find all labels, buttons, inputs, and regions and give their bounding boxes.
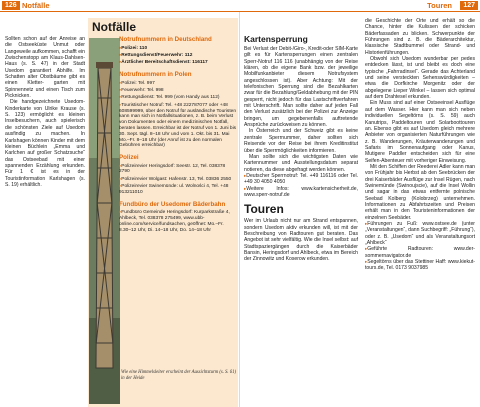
paragraph: Ein Muss sind auf einer Ostseeinsel Ausflüge auf dem Wasser. Hier kann man sich neben individuellen Segeltörns (s. S. 59) auch Kanutrips, Paddeltouren und Solarboottouren an. Ebenso gibt es auf Usedom gleich mehrere Anbieter von organisierten Naturführungen wie z. B. Wanderungen, Kräuterwanderungen und Safaris im Sonnenaufgang oder Kanus, Mutigere Paddler entscheiden sich für eine Seifen-Abenteuer mit vorheriger Einweisung. xyxy=(365,100,475,164)
paragraph: Die handgezeichnete Usedom-Kinderkarte von Ulrike Krause (s. S. 123) ermöglicht es kleinen Inselbesuchern, auch spielerisch die schönsten Ziele auf Usedom ausfindig zu machen. In Karlshagen können Kinder mit dem kleinen Büchlein „Emma und Karlchen auf großer Schatzsuche“ das Ostseebad mit einer spannenden Erzählung erkunden. Für 1 € ist es in der Touristinformation Karlshagen (s. S. 19) erhältlich. xyxy=(5,99,85,188)
list-item: ▸ Segeltörns über das Stettiner Haff: www.kiekut-tours.de, Tel. 0173 9037985 xyxy=(365,259,475,272)
right-text-column-2 xyxy=(365,18,475,272)
right-text-column-1 xyxy=(244,34,358,263)
paragraph: Wer im Urlaub nicht nur am Strand entspannen, sondern Usedom aktiv erkunden will, ist mit der Beschreibung von Radtouren gut beraten. Das Angebot ist sehr vielfältig. Wie die Insel selbst: auf Stadtspaziergängen durch die Kaiserbäder Bansin, Heringsdorf und Ahlbeck, etwa im Bereich der Zinnowitz und Koserow erkunden. xyxy=(244,218,358,263)
left-text-column xyxy=(5,36,85,188)
left-running-title: Notfälle xyxy=(22,1,50,10)
section-heading: Notrufnummern in Polen xyxy=(119,71,192,79)
list-item: ▸ Rettungsdienst/Feuerwehr: 112 xyxy=(119,52,237,59)
infobox-content xyxy=(119,36,237,234)
emergency-infobox xyxy=(88,18,238,407)
list-item: ▸ Fundbüro Gemeinde Heringsdorf: Kurparkstraße 4, Ahlbeck, Tel. 038378 275499, www.ubb-online.com/service/fundsachen, geöffnet: Mo.–Fr. 8.30–12 Uhr, Di. 14–18 Uhr, Do. 14–18 Uhr xyxy=(119,209,237,233)
section-heading: Touren xyxy=(244,202,284,217)
paragraph: die Geschichte der Orte und erhält so die Chance, hinter die Kulissen der schicken Bäderfassaden zu blicken. Schwerpunkte der Führungen sind z. B. die Bäderarchitektur, klassische Stadtbummel oder Strand- und Historienführungen. xyxy=(365,18,475,56)
list-item: ▸ Führungen zu Fuß: www.ostsee.de (unter „Veranstaltungen“, dann Suchbegriff: „Führung“), oder z. B. „Usedom“ und als Veranstaltungsort „Ahlbeck“ xyxy=(365,221,475,246)
list-item: ▸ Polizei: 110 xyxy=(119,45,237,52)
paragraph: Mit den Schiffen der Reederei Adler kann man von Frühjahr bis Herbst ab den Seebrücken der drei Kaiserbäder Ausflüge zur Insel Rügen, nach Swinemünde (Swinoujscie), auf die Insel Wollin und sagar in das etwas entfernte polnische Seebad Kolberg (Kolobrzeg) unternehmen. Informationen zu Abfahrtszeiten und Preisen erhält man in den Touristeninformationen der einzelnen Seebäder. xyxy=(365,163,475,221)
right-running-title: Touren xyxy=(427,1,452,10)
paragraph: Man sollte sich die wichtigsten Daten wie Kartennummer und Ausstellungsdatum separat notieren, da diese abgefragt werden können. xyxy=(244,153,358,173)
list-item: ▸ Ärztlicher Bereitschaftsdienst: 116117 xyxy=(119,59,237,66)
list-item: ▸ Deutscher Sperrnotruf: Tel. +49 116116 oder Tel. +49 30 4050 4050 xyxy=(244,173,358,186)
list-item: ▸ Polizeirevier Wolgast: Hafenstr. 13, Tel. 03836 2550 xyxy=(119,176,237,183)
header-divider xyxy=(0,11,480,12)
list-item: ▸ Touristischer Notruf: Tel. +48 222787077 oder +48 608599999, über den Notruf für ausländische Touristen kann man sich in Notfallsituationen, z. B. beim Verlust von Dokumenten oder einem medizinischen Notfall, beraten lassen. Erreichbar ist der Notruf von 1. Juni bis 30. Sept. tägl. 8–18 Uhr und vom 1. Okt. bis 31. Mai Mo.–Fr. 8–18 Uhr (der Anruf ist zu den normalen Gebühren erreichbar) xyxy=(119,102,237,149)
page-gutter xyxy=(239,12,240,407)
section-heading: Polizei xyxy=(119,154,139,162)
list-item: ▸ Polizeirevier Heringsdorf: Seestr. 12, Tel. 038378 2790 xyxy=(119,163,237,176)
photo-tower-icon xyxy=(89,38,120,404)
left-page-number: 126 xyxy=(2,1,20,10)
list-item: ▸ Polizeirevier Swinemünde: ul. Wolności 4, Tel. +48 913211010 xyxy=(119,183,237,196)
paragraph: Bei Verlust der Debit-/Giro-, Kredit-oder SIM-Karte gilt es für Kartensperrungen einen zentralen Sperr-Notruf 116 116 (unabhängig von der Reise klären, ob die eigene Bank bzw. der jeweilige Mobilfunkanbieter diesem Notrufsystem angeschlossen ist). Aber Achtung: Mit der telefonischen Sperrung sind die Bezahlkarten zwar für die Bezahlung/Geldabhebung mit der PIN gesperrt, nicht jedoch für das Lastschriftverfahren mit Unterschrift. Man sollte daher auf jeden Fall den Verlust zusätzlich bei der Polizei zur Anzeige bringen, um gegebenenfalls auftretende Ansprüche zurückweisen zu können. xyxy=(244,46,358,129)
list-item: ▸ Polizei: Tel. 997 xyxy=(119,80,237,87)
section-heading: Kartensperrung xyxy=(244,34,308,44)
infobox-title: Notfälle xyxy=(92,20,137,34)
list-item: ▸ Geführte Radtouren: www.der-sommernavigator.de xyxy=(365,246,475,259)
paragraph: Sollten schon auf der Anreise an die Ostseeküste Unmut oder Langeweile aufkommen, schafft ein Zwischenstopp am Klaus-Dahlsen-Haus (s. S. 47) in der Stadt Usedom garantiert Abhilfe. Im Schatten alter Obstbäume gibt es einen Kletter- garten mit Spinnennetz und einen Tisch zum Picknicken. xyxy=(5,36,85,100)
list-item: ▸ Rettungsdienst: Tel. 999 (vom Handy aus 112) xyxy=(119,94,237,101)
list-item: ▸ Weitere Infos: www.kartensicherheit.de, www.sperr-notruf.de xyxy=(244,186,358,199)
right-page-number: 127 xyxy=(460,1,478,10)
paragraph: In Österreich und der Schweiz gibt es keine zentrale Sperrnummer, daher sollten sich Reisende vor der Reise bei ihrem Kreditinstitut über die Sperrmöglichkeiten informieren. xyxy=(244,128,358,154)
paragraph: Obwohl sich Usedom wunderbar per pedes entdecken lässt, ist und bleibt es doch eine typische „Fahrradinsel“. Gerade das Achterland und seine versteckten Sehenswürdigkeiten – etwa die Dorfkirche Morgenitz oder der abgelegene Lieper Winkel – lassen sich optimal auf dem Drahtesel erkunden. xyxy=(365,56,475,101)
list-item: ▸ Feuerwehr: Tel. 998 xyxy=(119,87,237,94)
section-heading: Fundbüro der Usedomer Bäderbahn xyxy=(119,200,226,208)
photo-caption: Wie eine Himmelsleiter erscheint der Aussichtsturm (s. S. 61) in der Heide xyxy=(121,370,236,381)
section-heading: Notrufnummern in Deutschland xyxy=(119,36,212,43)
